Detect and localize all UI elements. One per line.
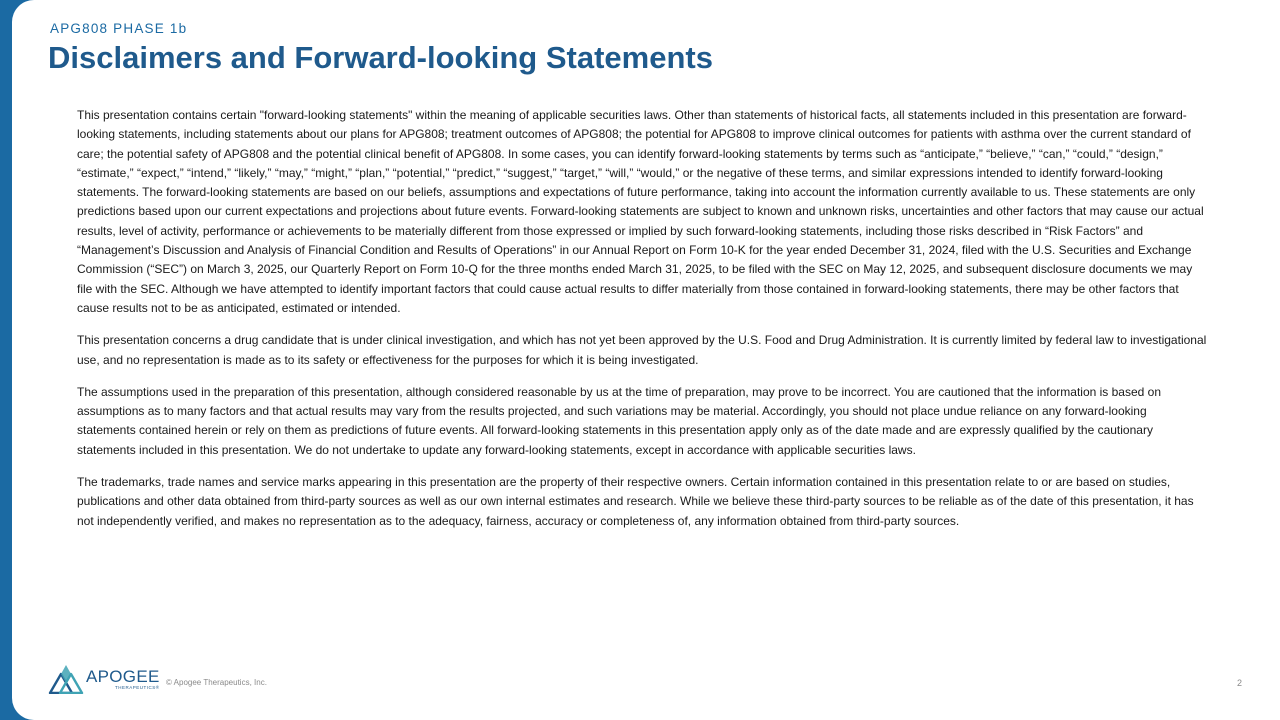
disclaimer-body (77, 106, 1207, 544)
apogee-logo (48, 664, 160, 694)
page-title: Disclaimers and Forward-looking Statements (48, 40, 713, 75)
logo-name: APOGEE (86, 666, 160, 686)
page-number: 2 (1237, 678, 1243, 688)
paragraph-investigational: This presentation concerns a drug candidate that is under clinical investigation, and which has not yet been approved by the U.S. Food and Drug Administration. It is currently limited by federal law to investigational use, and no representation is made as to its safety or effectiveness for the purposes for which it is being investigated. (77, 333, 1207, 367)
slide (12, 0, 1280, 720)
paragraph-forward-looking: This presentation contains certain "forward-looking statements" within the meaning of applicable securities laws. Other than statements of historical facts, all statements included in this presentation are forward-looking statements, including statements about our plans for APG808; treatment outcomes of APG808; the potential for APG808 to improve clinical outcomes for patients with asthma over the current standard of care; the potential safety of APG808 and the potential clinical benefit of APG808. In some cases, you can identify forward-looking statements by terms such as “anticipate,” “believe,” “can,” “could,” “design,” “estimate,” “expect,” “intend,” “likely,” “may,” “might,” “plan,” “potential,” “predict,” “suggest,” “target,” “will,” “would,” or the negative of these terms, and similar expressions intended to identify forward-looking statements. The forward-looking statements are based on our beliefs, assumptions and expectations of future performance, taking into account the information currently available to us. These statements are only predictions based upon our current expectations and projections about future events. Forward-looking statements are subject to known and unknown risks, uncertainties and other factors that may cause our actual results, level of activity, performance or achievements to be materially different from those expressed or implied by such forward-looking statements, including those risks described in “Risk Factors” and “Management’s Discussion and Analysis of Financial Condition and Results of Operations” in our Annual Report on Form 10-K for the year ended December 31, 2024, filed with the U.S. Securities and Exchange Commission (“SEC”) on March 3, 2025, our Quarterly Report on Form 10-Q for the three months ended March 31, 2025, to be filed with the SEC on May 12, 2025, and subsequent disclosure documents we may file with the SEC. Although we have attempted to identify important factors that could cause actual results to differ materially from those contained in forward-looking statements, there may be other factors that cause results not to be as anticipated, estimated or intended. (77, 108, 1204, 315)
copyright-text: © Apogee Therapeutics, Inc. (166, 678, 267, 687)
paragraph-assumptions: The assumptions used in the preparation of this presentation, although considered reasonable by us at the time of preparation, may prove to be incorrect. You are cautioned that the information is based on assumptions as to many factors and that actual results may vary from the results projected, and such variations may be material. Accordingly, you should not place undue reliance on any forward-looking statements contained herein or rely on them as predictions of future events. All forward-looking statements in this presentation apply only as of the date made and are expressly qualified by the cautionary statements included in this presentation. We do not undertake to update any forward-looking statements, except in accordance with applicable securities laws. (77, 384, 1162, 457)
apogee-logo-icon (48, 664, 84, 694)
eyebrow-label: APG808 PHASE 1b (50, 21, 188, 36)
paragraph-trademarks: The trademarks, trade names and service marks appearing in this presentation are the property of their respective owners. Certain information contained in this presentation relate to or are based on studies, publications and other data obtained from third-party sources as well as our own internal estimates and research. While we believe these third-party sources to be reliable as of the date of this presentation, it has not independently verified, and makes no representation as to the adequacy, fairness, accuracy or completeness of, any information obtained from third-party sources. (77, 475, 1194, 528)
logo-subtitle: THERAPEUTICS® (115, 684, 160, 690)
